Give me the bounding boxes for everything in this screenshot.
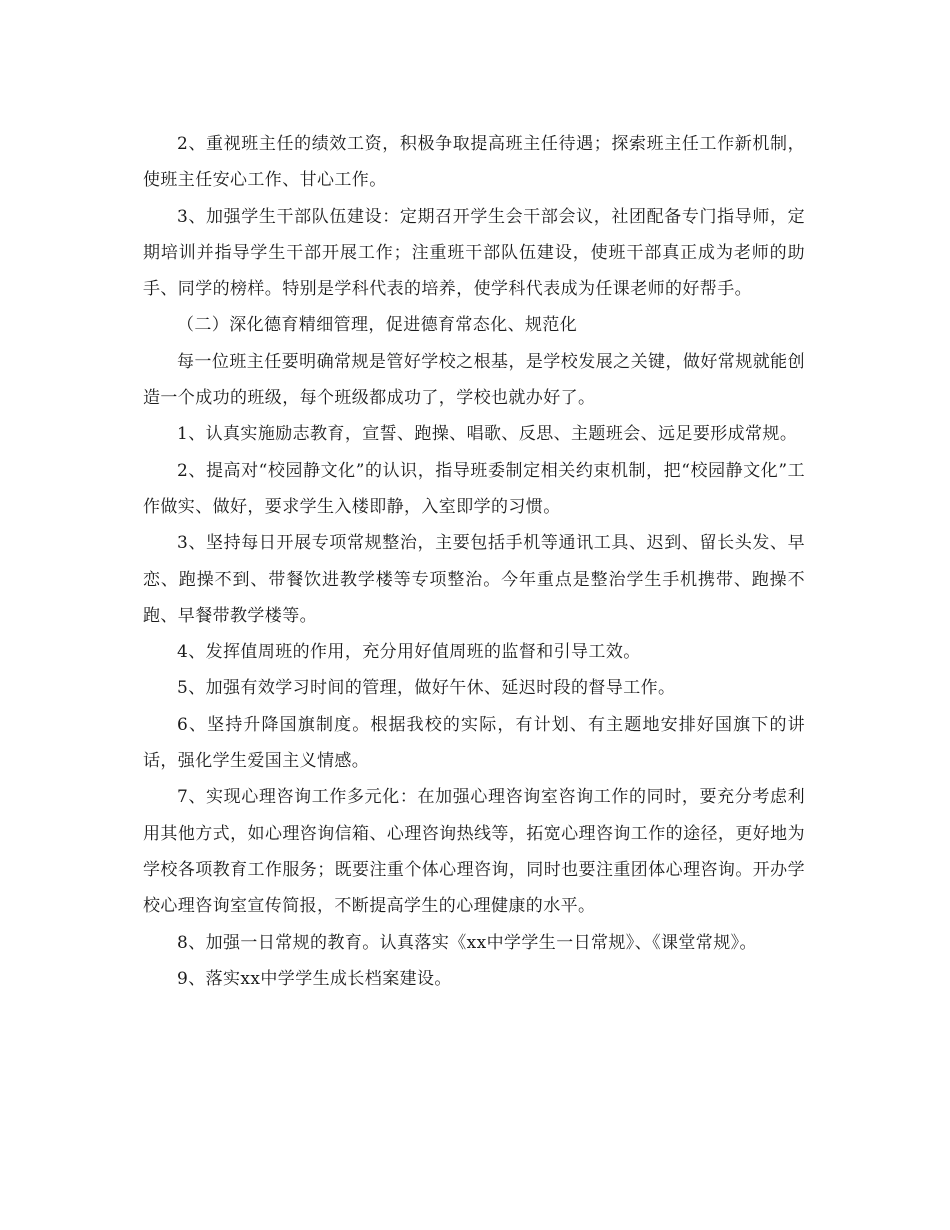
- paragraph-item-7-counseling: 7、实现心理咨询工作多元化：在加强心理咨询室咨询工作的同时，要充分考虑利用其他方式，如心理咨询信箱、心理咨询热线等，拓宽心理咨询工作的途径，更好地为学校各项教育工作服务；既要注重个体心理咨询，同时也要注重团体心理咨询。开办学校心理咨询室宣传简报，不断提高学生的心理健康的水平。: [143, 787, 805, 917]
- paragraph-item-3-student-cadres: 3、加强学生干部队伍建设：定期召开学生会干部会议，社团配备专门指导师，定期培训并指导学生干部开展工作；注重班干部队伍建设，使班干部真正成为老师的助手、同学的榜样。特别是学科代表的培养，使学科代表成为任课老师的好帮手。: [143, 206, 805, 300]
- paragraph-item-2-quiet-culture: 2、提高对“校园静文化”的认识，指导班委制定相关约束机制，把“校园静文化”工作做实、做好，要求学生入楼即静，入室即学的习惯。: [143, 460, 805, 517]
- paragraph-item-5-study-time: 5、加强有效学习时间的管理，做好午休、延迟时段的督导工作。: [177, 678, 676, 699]
- paragraph-item-4-duty-class: 4、发挥值周班的作用，充分用好值周班的监督和引导工效。: [177, 642, 641, 663]
- paragraph-item-3-rectification: 3、坚持每日开展专项常规整治，主要包括手机等通讯工具、迟到、留长头发、早恋、跑操不到、带餐饮进教学楼等专项整治。今年重点是整治学生手机携带、跑操不跑、早餐带教学楼等。: [143, 533, 805, 626]
- paragraph-item-9-growth-archive: 9、落实xx中学学生成长档案建设。: [177, 968, 452, 989]
- paragraph-item-1-motivation: 1、认真实施励志教育，宣誓、跑操、唱歌、反思、主题班会、远足要形成常规。: [177, 424, 798, 445]
- paragraph-item-8-daily-rules: 8、加强一日常规的教育。认真落实《xx中学学生一日常规》、《课堂常规》。: [177, 932, 757, 953]
- paragraph-section-intro: 每一位班主任要明确常规是管好学校之根基，是学校发展之关键，做好常规就能创造一个成功的班级，每个班级都成功了，学校也就办好了。: [143, 351, 805, 409]
- document-body: [143, 126, 805, 997]
- section-heading-2: （二）深化德育精细管理，促进德育常态化、规范化: [177, 315, 578, 336]
- paragraph-item-2-salary: 2、重视班主任的绩效工资，积极争取提高班主任待遇；探索班主任工作新机制，使班主任安心工作、甘心工作。: [143, 134, 805, 191]
- paragraph-item-6-flag: 6、坚持升降国旗制度。根据我校的实际，有计划、有主题地安排好国旗下的讲话，强化学生爱国主义情感。: [143, 714, 805, 772]
